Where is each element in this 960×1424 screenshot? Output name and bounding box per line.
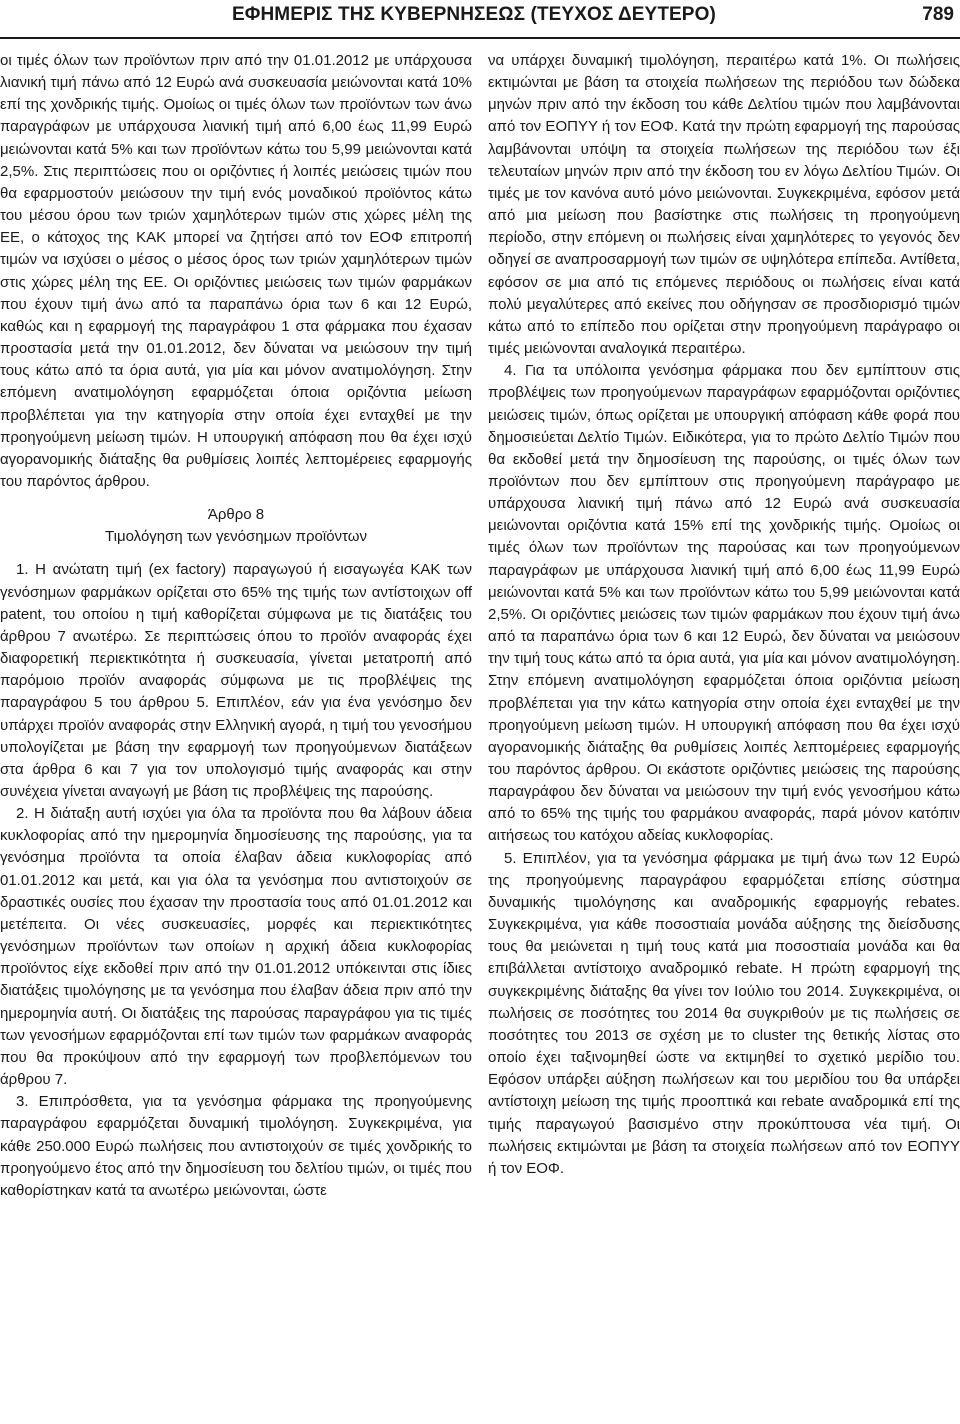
article-heading: Άρθρο 8 [207,506,265,524]
paragraph-continued: οι τιμές όλων των προϊόντων πριν από την 01.01.2012 με υπάρχουσα λιανική τιμή πάνω από 12 Ευρώ ανά συσκευασία μειώνονται κατά 10% επί της χονδρικής τιμής. Ομοίως οι τιμές όλων των προϊόντων των άνω παραγράφων με υπάρχουσα λιανική τιμή από 6,00 έως 11,99 Ευρώ μειώνονται κατά 5% και των προϊόντων κάτω του 5,99 μειώνονται κατά 2,5%. Στις περιπτώσεις που οι οριζόντιες ή λοιπές μειώσεις τιμών που θα εφαρμοστούν μειώσουν την τιμή ενός μοναδικού προϊόντος κάτω του μέσου όρου των τριών χαμηλότερων τιμών στις χώρες μέλη της ΕΕ, ο κάτοχος της ΚΑΚ μπορεί να ζητήσει από τον ΕΟΦ επιτροπή τιμών να ισχύσει ο μέσος ο μέσος όρος των τριών χαμηλότερων τιμών στις χώρες μέλη της ΕΕ. Οι οριζόντιες μειώσεις των τιμών φαρμάκων που έχουν τιμή άνω από τα παραπάνω όρια των 6 και 12 Ευρώ, καθώς και η εφαρμογή της παραγράφου 1 στα φάρμακα που έχασαν προστασία μετά την 01.01.2012, δεν δύναται να μειώσουν την τιμή τους κάτω από τα όρια αυτά, για μία και μόνον ανατιμολόγηση. Στην επόμενη ανατιμολόγηση εφαρμόζεται όποια οριζόντια μείωση προβλέπεται για την κατηγορία στην οποία έχει ενταχθεί με την προηγούμενη μείωση τιμών. Η υπουργική απόφαση που θα έχει ισχύ αγορανομικής διάταξης θα ρυθμίσεις λοιπές λεπτομέρειες εφαρμογής του παρόντος άρθρου. [0,52,472,490]
paragraph-3: 3. Επιπρόσθετα, για τα γενόσημα φάρμακα της προηγούμενης παραγράφου εφαρμόζεται δυναμική τιμολόγηση. Συγκεκριμένα, για κάθε 250.000 Ευρώ πωλήσεις που αντιστοιχούν σε τιμές χονδρικής το προηγούμενο έτος από την δημοσίευση του δελτίου τιμών, οι τιμές που καθορίστηκαν κατά τα ανωτέρω μειώνονται, ώστε [0,1093,472,1199]
paragraph-1: 1. Η ανώτατη τιμή (ex factory) παραγωγού ή εισαγωγέα ΚΑΚ των γενόσημων φαρμάκων ορίζεται στο 65% της τιμής των αντίστοιχων off patent, του οποίου η τιμή καθορίζεται σύμφωνα με τις διατάξεις του άρθρου 7 ανωτέρω. Σε περιπτώσεις όπου το προϊόν αναφοράς έχει διαφορετική περιεκτικότητα ή συσκευασία, γίνεται μετατροπή από παρόμοιο προϊόν αναφοράς σύμφωνα με τις προβλέψεις της παραγράφου 5 του άρθρου 5. Επιπλέον, εάν για ένα γενόσημο δεν υπάρχει προϊόν αναφοράς στην Ελληνική αγορά, η τιμή του γενοσήμου υπολογίζεται με βάση την εφαρμογή των προηγούμενων διατάξεων στα άρθρα 6 και 7 για τον υπολογισμό τιμής αναφοράς και στην συνέχεια γίνεται αναγωγή με βάση τις προβλέψεις της παρούσης. [0,561,472,800]
left-column [0,50,472,1202]
paragraph-4: 4. Για τα υπόλοιπα γενόσημα φάρμακα που δεν εμπίπτουν στις προβλέψεις των προηγούμενων παραγράφων εφαρμόζονται οριζόντιες μειώσεις τιμών, όπως ορίζεται με υπουργική απόφαση κάθε φορά που δημοσιεύεται Δελτίο Τιμών. Ειδικότερα, για το πρώτο Δελτίο Τιμών που θα εκδοθεί μετά την δημοσίευση της παρούσης, οι τιμές όλων των προϊόντων που δεν εμπίπτουν στις προηγούμενη παράγραφο με υπάρχουσα λιανική τιμή πάνω από 12 Ευρώ ανά συσκευασία μειώνονται οριζόντια κατά 15% επί της χονδρικής τιμής. Ομοίως οι τιμές όλων των προϊόντων της παρούσας και των προηγούμενων παραγράφων με υπάρχουσα λιανική τιμή από 6,00 έως 11,99 Ευρώ μειώνονται κατά 5% και των προϊόντων κάτω του 5,99 μειώνονται κατά 2,5%. Οι οριζόντιες μειώσεις των τιμών φαρμάκων που έχουν τιμή άνω από τα παραπάνω όρια των 6 και 12 Ευρώ, δεν δύναται να μειώσουν την τιμή τους κάτω από τα όρια αυτά, για μία και μόνον ανατιμολόγηση. Στην επόμενη ανατιμολόγηση εφαρμόζεται όποια οριζόντια μείωση προβλέπεται για την κάτω κατηγορία στην οποία έχει ενταχθεί με την προηγούμενη μείωση τιμών. Η υπουργική απόφαση που θα έχει ισχύ αγορανομικής διάταξης θα ρυθμίσεις λοιπές λεπτομέρειες εφαρμογής του παρόντος άρθρου. Οι εκάστοτε οριζόντιες μειώσεις της παρούσης παραγράφου δεν δύναται να μειώσουν την τιμή ενός γενοσήμου κάτω από το 65% της τιμής του φαρμάκου αναφοράς, παρά μόνον κατόπιν αιτήσεως του κατόχου αδείας κυκλοφορίας. [488,362,960,845]
paragraph-2: 2. Η διάταξη αυτή ισχύει για όλα τα προϊόντα που θα λάβουν άδεια κυκλοφορίας από την ημερομηνία δημοσίευσης της παρούσης, για τα γενόσημα προϊόντα τα οποία έλαβαν άδεια κυκλοφορίας από 01.01.2012 και μετά, και για όλα τα γενόσημα που αντιστοιχούν σε δραστικές ουσίες που έχασαν την προστασία τους από 01.01.2012 και μετέπειτα. Οι νέες συσκευασίες, μορφές και περιεκτικότητες γενόσημων προϊόντων των οποίων η αρχική άδεια κυκλοφορίας προϊόντος είχε εκδοθεί πριν από την 01.01.2012 υπόκεινται στις ίδιες διατάξεις τιμολόγησης με τα γενόσημα που έλαβαν άδεια πριν από την ημερομηνία αυτή. Οι διατάξεις της παρούσας παραγράφου για τις τιμές των γενοσήμων εφαρμόζονται επί των τιμών των φαρμάκων αναφοράς που θα προκύψουν από την εφαρμογή των προβλεπόμενων του άρθρου 7. [0,805,472,1089]
paragraph-5: 5. Επιπλέον, για τα γενόσημα φάρμακα με τιμή άνω των 12 Ευρώ της προηγούμενης παραγράφου εφαρμόζεται επίσης σύστημα δυναμικής τιμολόγησης και αναδρομικής εφαρμογής rebates. Συγκεκριμένα, για κάθε ποσοστιαία μονάδα αύξησης της διείσδυσης τους θα μειώνεται η τιμή τους κατά μια ποσοστιαία μονάδα και θα επιβάλλεται αντίστοιχο αναδρομικό rebate. Η πρώτη εφαρμογή της συγκεκριμένης διάταξης θα γίνει τον Ιούλιο του 2014. Συγκεκριμένα, οι πωλήσεις σε ποσότητες του 2014 θα συγκριθούν με τις πωλήσεις σε ποσότητες του 2013 σε σχέση με το cluster της θετικής λίστας στο οποίο έχει ταξινομηθεί ώστε να εκτιμηθεί το σχετικό μερίδιο του. Εφόσον υπάρξει αύξηση πωλήσεων και του μεριδίου του θα υπάρξει αντίστοιχη μείωση της τιμής προοπτικά και rebate αναδρομικά επί της τιμής παραγωγού βασισμένο στην προκύπτουσα νέα τιμή. Οι πωλήσεις εκτιμώνται με βάση τα στοιχεία πωλήσεων από τον ΕΟΠΥΥ ή τον ΕΟΦ. [488,849,960,1177]
page-number: 789 [922,4,954,25]
paragraph-3-continued: να υπάρχει δυναμική τιμολόγηση, περαιτέρω κατά 1%. Οι πωλήσεις εκτιμώνται με βάση τα στοιχεία πωλήσεων της περιόδου των δώδεκα μηνών πριν από την έκδοση του κάθε Δελτίου τιμών που λαμβάνονται από τον ΕΟΠΥΥ ή τον ΕΟΦ. Κατά την πρώτη εφαρμογή της παρούσας λαμβάνονται υπόψη τα στοιχεία πωλήσεων της περιόδου των έξι τελευταίων μηνών πριν από την έκδοση του εν λόγω Δελτίου Τιμών. Οι τιμές με τον κανόνα αυτό μόνο μειώνονται. Συγκεκριμένα, εφόσον μετά από μια μείωση που βασίστηκε στις πωλήσεις τη προηγούμενη περίοδο, στην επόμενη οι πωλήσεις είναι χαμηλότερες το γεγονός δεν οδηγεί σε αναπροσαρμογή των τιμών σε υψηλότερα επίπεδα. Αντίθετα, εφόσον σε μια από τις επόμενες περιόδους οι πωλήσεις είναι κατά πολύ μεγαλύτερες από εκείνες που οδήγησαν σε προσδιορισμό τιμών κάτω από το επίπεδο που ορίζεται στην προηγούμενη παράγραφο οι τιμές μειώνονται αναλογικά περαιτέρω. [488,52,960,358]
article-subheading: Τιμολόγηση των γενόσημων προϊόντων [105,528,367,546]
page-header [0,0,960,40]
header-divider [0,37,960,39]
gazette-title: ΕΦΗΜΕΡΙΣ ΤΗΣ ΚΥΒΕΡΝΗΣΕΩΣ (ΤΕΥΧΟΣ ΔΕΥΤΕΡΟ) [232,4,716,25]
right-column [488,50,960,1180]
